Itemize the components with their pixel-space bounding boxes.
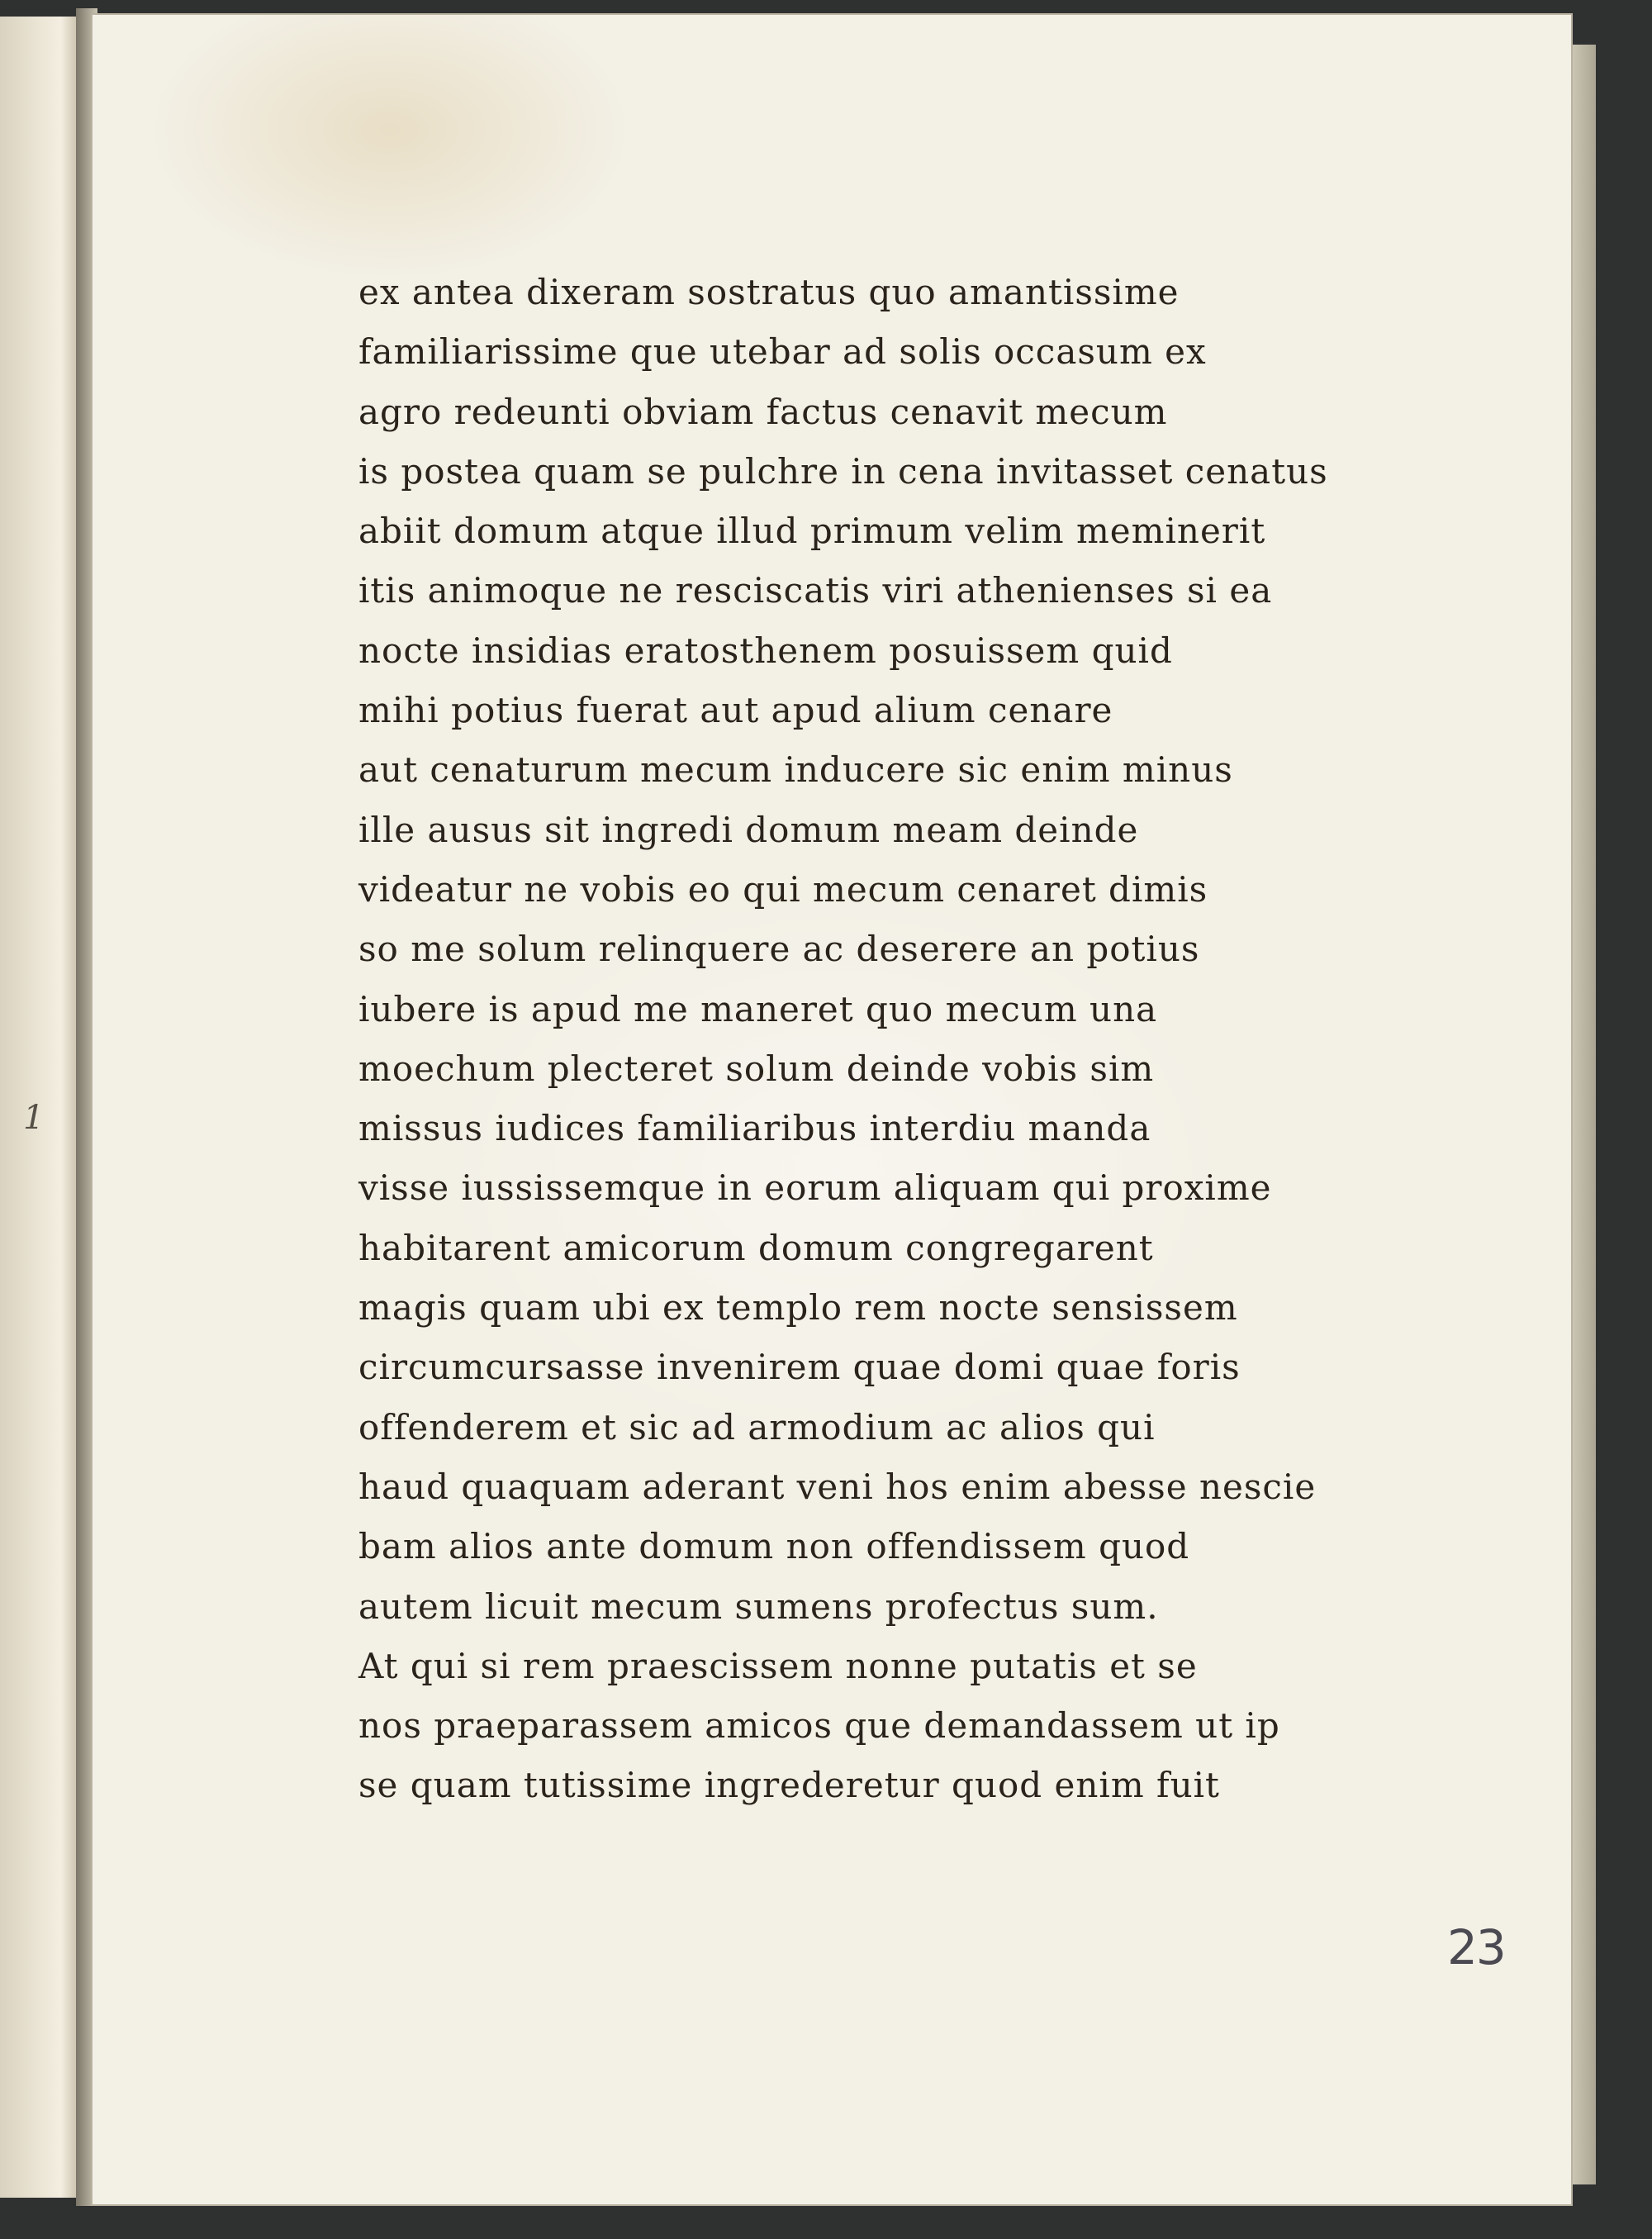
text-line: At qui si rem praescissem nonne putatis et se bbox=[358, 1645, 1198, 1686]
text-line: offenderem et sic ad armodium ac alios qui bbox=[358, 1406, 1156, 1448]
text-block bbox=[358, 263, 1350, 1816]
text-line: ille ausus sit ingredi domum meam deinde bbox=[358, 809, 1139, 850]
manuscript-page bbox=[93, 15, 1571, 2204]
text-line: mihi potius fuerat aut apud alium cenare bbox=[358, 690, 1113, 731]
text-line: se quam tutissime ingrederetur quod enim fuit bbox=[358, 1765, 1220, 1806]
text-line: videatur ne vobis eo qui mecum cenaret dimis bbox=[358, 868, 1208, 910]
text-line: moechum plecteret solum deinde vobis sim bbox=[358, 1048, 1155, 1089]
text-line: magis quam ubi ex templo rem nocte sensissem bbox=[358, 1287, 1238, 1329]
left-margin-mark: 1 bbox=[23, 1099, 45, 1137]
text-line: iubere is apud me maneret quo mecum una bbox=[358, 988, 1158, 1029]
text-line: autem licuit mecum sumens profectus sum. bbox=[358, 1585, 1159, 1627]
text-line: agro redeunti obviam factus cenavit mecum bbox=[358, 391, 1168, 432]
text-line: bam alios ante domum non offendissem quod bbox=[358, 1526, 1190, 1567]
text-line: circumcursasse invenirem quae domi quae foris bbox=[358, 1347, 1241, 1388]
previous-page-edge bbox=[0, 17, 78, 2198]
text-line: missus iudices familiaribus interdiu manda bbox=[358, 1108, 1151, 1149]
text-line: familiarissime que utebar ad solis occasum ex bbox=[358, 331, 1207, 373]
folio-number: 23 bbox=[1447, 1919, 1505, 1975]
text-line: visse iussissemque in eorum aliquam qui proxime bbox=[358, 1167, 1272, 1209]
text-line: nocte insidias eratosthenem posuissem quid bbox=[358, 630, 1173, 671]
text-line: is postea quam se pulchre in cena invitasset cenatus bbox=[358, 450, 1328, 492]
text-line: nos praeparassem amicos que demandassem ut ip bbox=[358, 1705, 1280, 1747]
text-line: itis animoque ne resciscatis viri athenienses si ea bbox=[358, 570, 1273, 611]
text-line: aut cenaturum mecum inducere sic enim minus bbox=[358, 749, 1233, 791]
text-line: haud quaquam aderant veni hos enim abesse nescie bbox=[358, 1466, 1317, 1507]
text-line: habitarent amicorum domum congregarent bbox=[358, 1227, 1154, 1268]
page-stack-edge bbox=[1571, 45, 1596, 2184]
text-line: ex antea dixeram sostratus quo amantissime bbox=[358, 272, 1180, 312]
text-line: so me solum relinquere ac deserere an potius bbox=[358, 929, 1200, 970]
text-line: abiit domum atque illud primum velim meminerit bbox=[358, 511, 1266, 552]
